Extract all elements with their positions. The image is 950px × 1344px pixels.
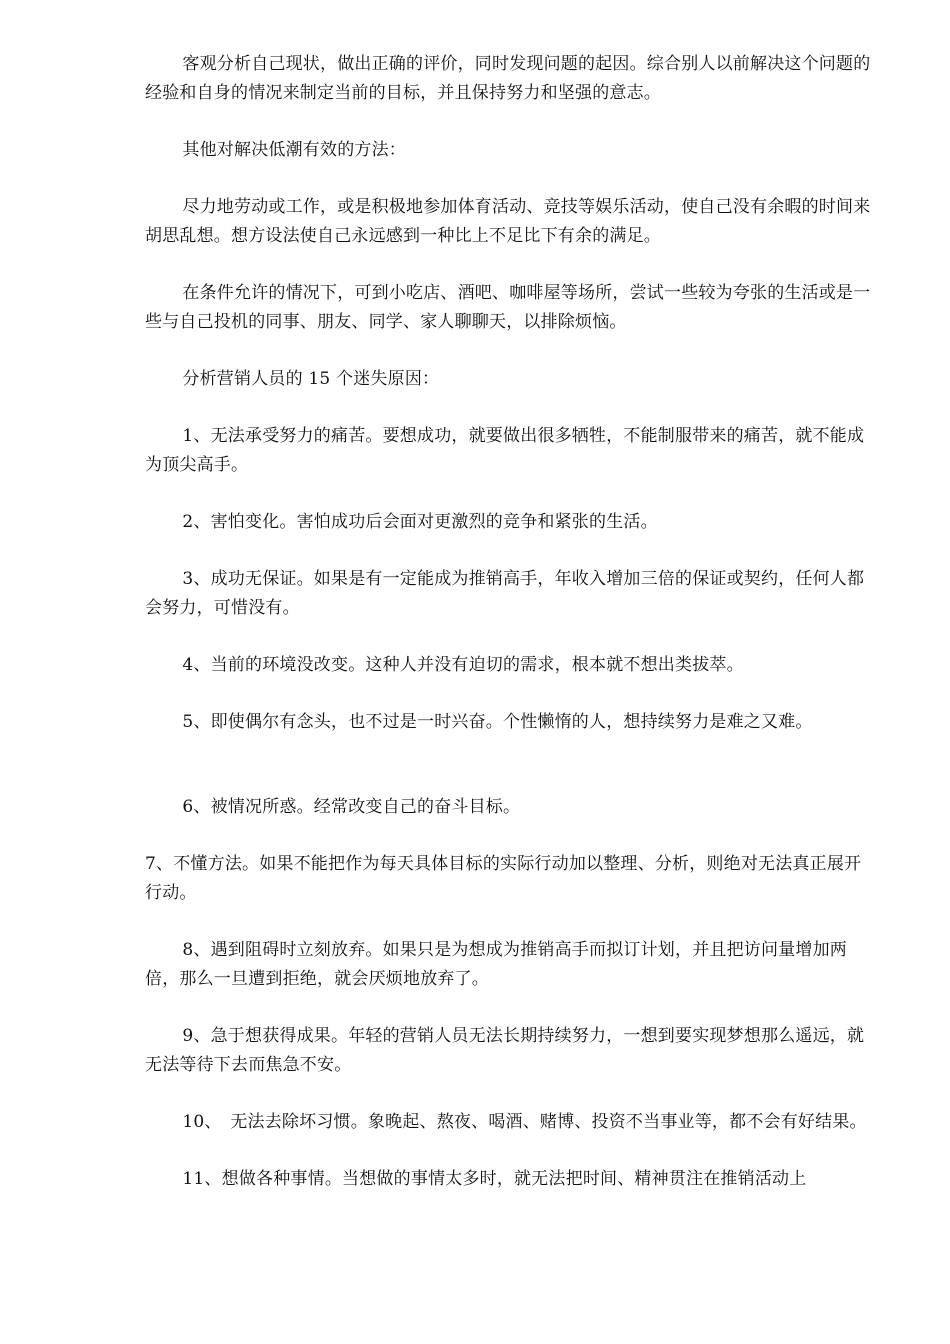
list-item-reason-6: 6、被情况所惑。经常改变自己的奋斗目标。 bbox=[182, 797, 521, 817]
list-item-reason-7: 7、不懂方法。如果不能把作为每天具体目标的实际行动加以整理、分析，则绝对无法真正展开行动。 bbox=[145, 854, 862, 903]
document-body bbox=[145, 50, 875, 1222]
list-item-reason-10: 10、 无法去除坏习惯。象晚起、熬夜、喝酒、赌博、投资不当事业等，都不会有好结果。 bbox=[182, 1112, 867, 1132]
list-item-reason-5: 5、即使偶尔有念头，也不过是一时兴奋。个性懒惰的人，想持续努力是难之又难。 bbox=[182, 712, 813, 732]
list-item-reason-11: 11、想做各种事情。当想做的事情太多时，就无法把时间、精神贯注在推销活动上 bbox=[182, 1169, 807, 1189]
paragraph-other-methods-heading: 其他对解决低潮有效的方法： bbox=[182, 140, 406, 160]
list-item-reason-1: 1、无法承受努力的痛苦。要想成功，就要做出很多牺牲，不能制服带来的痛苦，就不能成为顶尖高手。 bbox=[145, 426, 865, 475]
paragraph-relax: 在条件允许的情况下，可到小吃店、酒吧、咖啡屋等场所，尝试一些较为夸张的生活或是一些与自己投机的同事、朋友、同学、家人聊聊天，以排除烦恼。 bbox=[145, 283, 871, 332]
paragraph-analysis: 客观分析自己现状，做出正确的评价，同时发现问题的起因。综合别人以前解决这个问题的经验和自身的情况来制定当前的目标，并且保持努力和坚强的意志。 bbox=[145, 54, 871, 103]
list-item-reason-4: 4、当前的环境没改变。这种人并没有迫切的需求，根本就不想出类拔萃。 bbox=[182, 655, 744, 675]
list-item-reason-8: 8、遇到阻碍时立刻放弃。如果只是为想成为推销高手而拟订计划，并且把访问量增加两倍，那么一旦遭到拒绝，就会厌烦地放弃了。 bbox=[145, 940, 848, 989]
list-item-reason-9: 9、急于想获得成果。年轻的营销人员无法长期持续努力，一想到要实现梦想那么遥远，就无法等待下去而焦急不安。 bbox=[145, 1026, 865, 1075]
list-item-reason-2: 2、害怕变化。害怕成功后会面对更激烈的竞争和紧张的生活。 bbox=[182, 512, 658, 532]
paragraph-work-hard: 尽力地劳动或工作，或是积极地参加体育活动、竞技等娱乐活动，使自己没有余暇的时间来胡思乱想。想方设法使自己永远感到一种比上不足比下有余的满足。 bbox=[145, 197, 871, 246]
list-item-reason-3: 3、成功无保证。如果是有一定能成为推销高手，年收入增加三倍的保证或契约，任何人都会努力，可惜没有。 bbox=[145, 569, 865, 618]
paragraph-reasons-heading: 分析营销人员的 15 个迷失原因： bbox=[182, 369, 440, 389]
